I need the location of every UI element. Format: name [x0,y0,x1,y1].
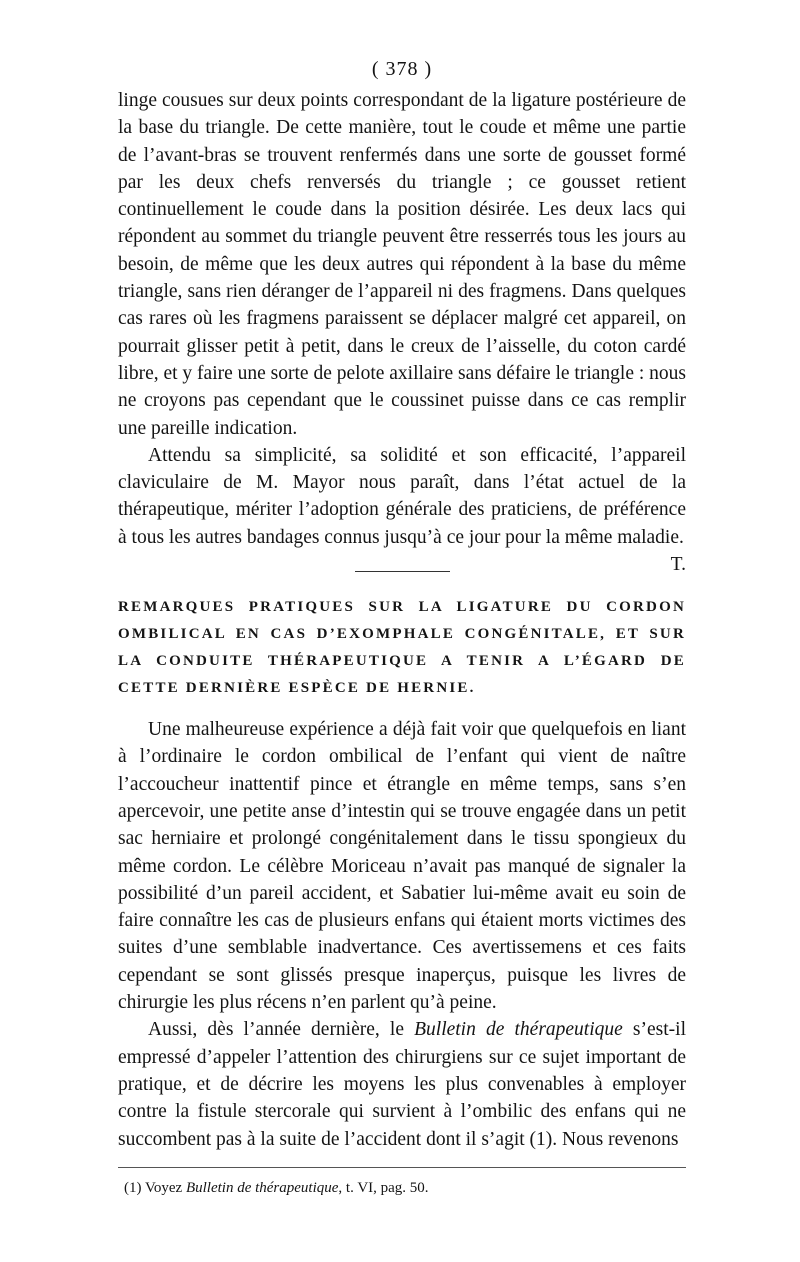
footnote [118,1178,686,1198]
page-number: ( 378 ) [371,58,433,80]
bulletin-title: Bulletin de thérapeutique [414,1019,623,1041]
footnote-marker: (1) [124,1179,142,1196]
paragraph-exomphale: Une malheureuse expérience a déjà fait voir que quelquefois en liant à l’ordinaire le cordon ombilical de l’enfant qui vient de naître l’accoucheur inattentif pince et étrangle en même temps, sans s’en apercevoir, une petite anse d’intestin qui se trouve engagée dans un petit sac herniaire et prolongé congénitalement dans le tissu spongieux du même cordon. Le célèbre Moriceau n’avait pas manqué de signaler la possibilité d’un pareil accident, et Sabatier lui-même avait eu soin de faire connaître les cas de plusieurs enfans qui étaient morts victimes des suites d’une semblable inadvertance. Ces avertissemens et ces faits cependant se sont glissés presque inaperçus, puisque les livres de chirurgie les plus récens n’en parlent qu’à peine. [118,719,686,1014]
paragraph-bulletin [118,1016,686,1152]
footnote-text-start: Voyez [141,1179,186,1196]
section-divider [355,571,450,572]
author-signature: T. [670,554,686,576]
footnote-text-end: , t. VI, pag. 50. [338,1179,429,1196]
book-page [118,58,686,1198]
paragraph-appareil-description: linge cousues sur deux points correspondant de la ligature postérieure de la base du triangle. De cette manière, tout le coude et même une partie de l’avant-bras se trouvent renfermés dans une sorte de gousset formé par les deux chefs renversés du triangle ; ce gousset retient continuellement le coude dans la position désirée. Les deux lacs qui répondent au sommet du triangle peuvent être resserrés tous les jours au besoin, de même que les deux autres qui répondent à la base du même triangle, sans rien déranger de l’appareil ni des fragmens. Dans quelques cas rares où les fragmens paraissent se déplacer malgré cet appareil, on pourrait glisser petit à petit, dans le creux de l’aisselle, du coton cardé libre, et y faire une sorte de pelote axillaire sans défaire le triangle : nous ne croyons pas cependant que le coussinet puisse dans ce cas remplir une pareille indication. [118,90,686,439]
paragraph-bulletin-text-start: Aussi, dès l’année dernière, le [148,1019,415,1041]
section-heading: REMARQUES PRATIQUES SUR LA LIGATURE DU CORDON OMBILICAL EN CAS D’EXOMPHALE CONGÉNITALE, ET SUR LA CONDUITE THÉRAPEUTIQUE A TENIR A L’ÉGARD DE CETTE DERNIÈRE ESPÈCE DE HERNIE. [118,599,686,697]
footnote-divider [118,1167,686,1168]
paragraph-conclusion [118,442,686,576]
footnote-bulletin-title: Bulletin de thérapeutique [185,1179,339,1196]
paragraph-bulletin-text-end: s’est-il empressé d’appeler l’attention des chirurgiens sur ce sujet important de pratique, et de décrire les moyens les plus convenables à employer contre la fistule stercorale qui survient à l’ombilic des enfans qui ne succombent pas à la suite de l’accident dont il s’agit (1). Nous revenons [118,1019,687,1150]
paragraph-conclusion-text: Attendu sa simplicité, sa solidité et son efficacité, l’appareil claviculaire de M. Mayor nous paraît, dans l’état actuel de la thérapeutique, mériter l’adoption générale des praticiens, de préférence à tous les autres bandages connus jusqu’à ce jour pour la même maladie. [118,444,686,548]
